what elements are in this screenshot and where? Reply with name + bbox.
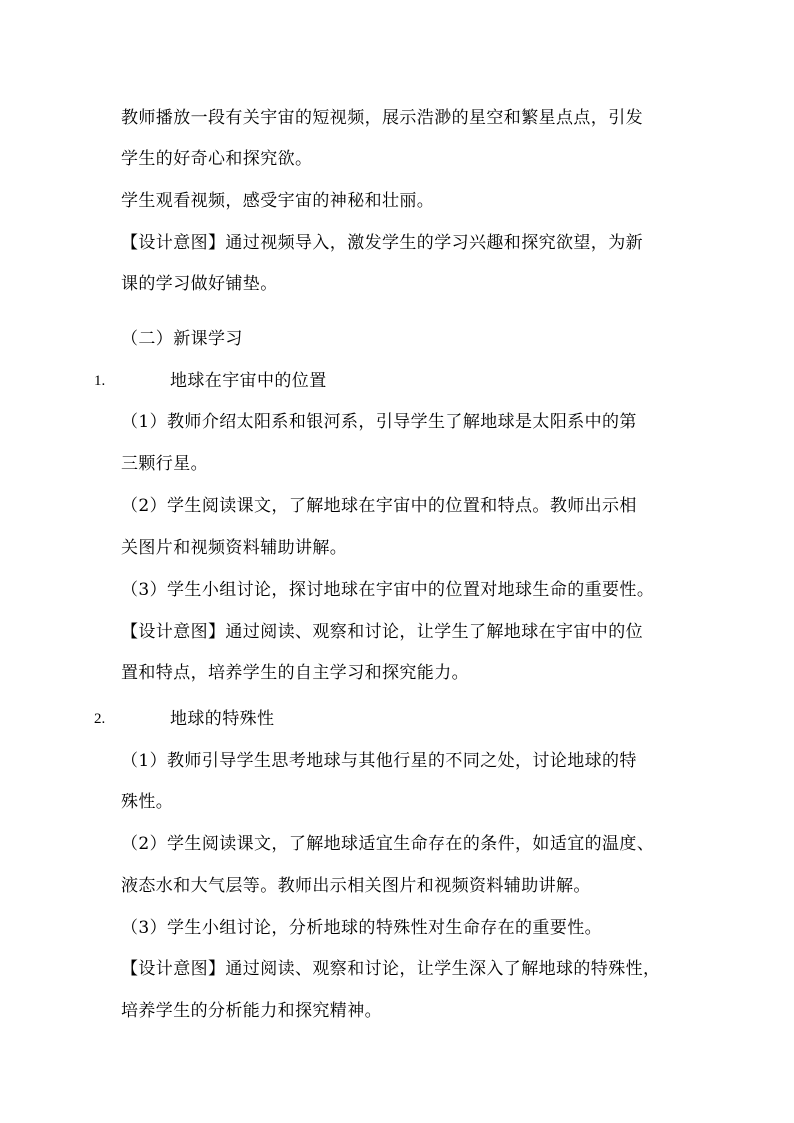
intro-design-line-2: 课的学习做好铺垫。 xyxy=(121,274,278,294)
section-title-new-lesson: （二）新课学习 xyxy=(121,329,243,349)
item-2-p1-line-1: （1）教师引导学生思考地球与其他行星的不同之处，讨论地球的特 xyxy=(121,751,637,771)
item-1-p2-line-2: 关图片和视频资料辅助讲解。 xyxy=(121,538,348,558)
intro-student-line: 学生观看视频，感受宇宙的神秘和壮丽。 xyxy=(121,191,435,211)
item-1-p3-line: （3）学生小组讨论，探讨地球在宇宙中的位置对地球生命的重要性。 xyxy=(121,580,655,600)
intro-design-line-1: 【设计意图】通过视频导入，激发学生的学习兴趣和探究欲望，为新 xyxy=(121,233,643,253)
intro-teacher-line-1: 教师播放一段有关宇宙的短视频，展示浩渺的星空和繁星点点，引发 xyxy=(121,108,643,128)
item-2-p1-line-2: 殊性。 xyxy=(121,792,174,812)
item-1-p2-line-1: （2）学生阅读课文，了解地球在宇宙中的位置和特点。教师出示相 xyxy=(121,496,637,516)
item-1-design-line-2: 置和特点，培养学生的自主学习和探究能力。 xyxy=(121,663,469,683)
intro-teacher-line-2: 学生的好奇心和探究欲。 xyxy=(121,149,313,169)
item-2-p2-line-2: 液态水和大气层等。教师出示相关图片和视频资料辅助讲解。 xyxy=(121,876,591,896)
item-2-p2-line-1: （2）学生阅读课文，了解地球适宜生命存在的条件，如适宜的温度、 xyxy=(121,834,655,854)
item-1-number: 1. xyxy=(94,373,106,389)
item-2-p3-line: （3）学生小组讨论，分析地球的特殊性对生命存在的重要性。 xyxy=(121,918,603,938)
item-1-title: 地球在宇宙中的位置 xyxy=(170,371,327,391)
item-2-design-line-1: 【设计意图】通过阅读、观察和讨论，让学生深入了解地球的特殊性， xyxy=(121,959,661,979)
item-1-p1-line-2: 三颗行星。 xyxy=(121,454,208,474)
item-2-number: 2. xyxy=(94,711,106,727)
item-2-title: 地球的特殊性 xyxy=(170,709,275,729)
item-2-design-line-2: 培养学生的分析能力和探究精神。 xyxy=(121,1001,382,1021)
item-1-design-line-1: 【设计意图】通过阅读、观察和讨论，让学生了解地球在宇宙中的位 xyxy=(121,622,643,642)
item-1-p1-line-1: （1）教师介绍太阳系和银河系，引导学生了解地球是太阳系中的第 xyxy=(121,412,637,432)
